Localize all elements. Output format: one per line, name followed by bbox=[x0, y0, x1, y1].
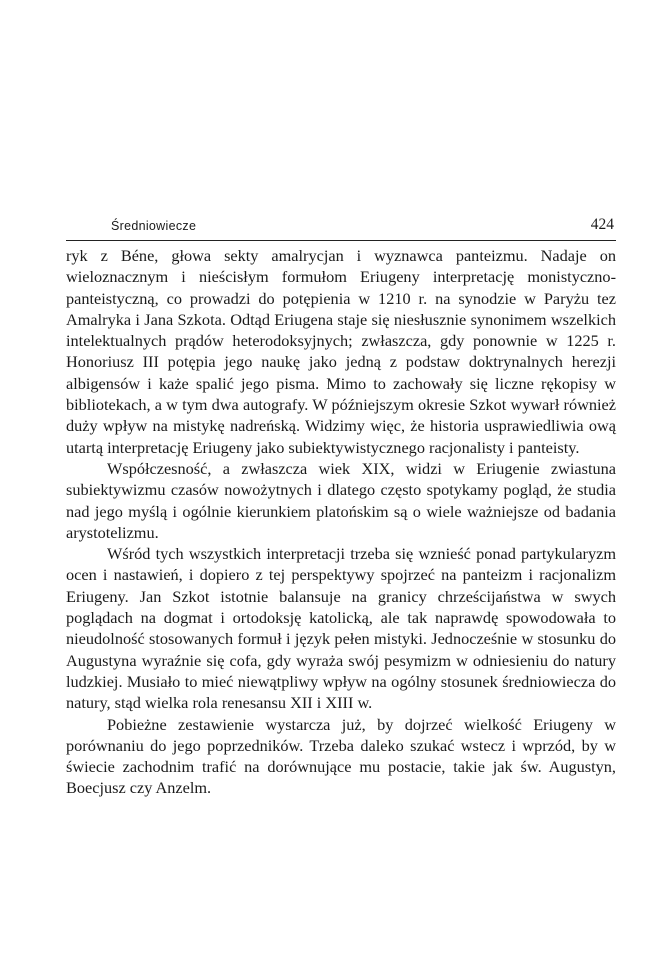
text-body bbox=[66, 245, 616, 799]
paragraph: Współczesność, a zwłaszcza wiek XIX, widzi w Eriugenie zwiastuna subiektywizmu czasów nowożytnych i dlatego często spotykamy pogląd, że studia nad jego myślą i ogólnie kierunkiem platońskim są o wiele ważniejsze od badania arystotelizmu. bbox=[66, 458, 616, 542]
paragraph: ryk z Béne, głowa sekty amalrycjan i wyznawca panteizmu. Nadaje on wieloznacznym i nieścisłym formułom Eriugeny interpretację monistyczno-panteistyczną, co prowadzi do potępienia w 1210 r. na synodzie w Paryżu tez Amalryka i Jana Szkota. Odtąd Eriugena staje się niesłusznie synonimem wszelkich intelektualnych prądów heterodoksyjnych; zwłaszcza, gdy ponownie w 1225 r. Honoriusz III potępia jego naukę jako jedną z podstaw doktrynalnych herezji albigensów i każe spalić jego pisma. Mimo to zachowały się liczne rękopisy w bibliotekach, a w tym dwa autografy. W późniejszym okresie Szkot wywarł również duży wpływ na mistykę nadreńską. Widzimy więc, że historia usprawiedliwia ową utartą interpretację Eriugeny jako subiektywistycznego racjonalisty i panteisty. bbox=[66, 246, 616, 457]
running-title: Średniowiecze bbox=[111, 219, 197, 233]
paragraph: Wśród tych wszystkich interpretacji trzeba się wznieść ponad partykularyzm ocen i nastawień, i dopiero z tej perspektywy spojrzeć na panteizm i racjonalizm Eriugeny. Jan Szkot istotnie balansuje na granicy chrześcijaństwa w swych poglądach na dogmat i ortodoksję katolicką, ale tak naprawdę spowodowała to nieudolność stosowanych formuł i język pełen mistyki. Jednocześnie w stosunku do Augustyna wyraźnie się cofa, gdy wyraża swój pesymizm w odniesieniu do natury ludzkiej. Musiało to mieć niewątpliwy wpływ na ogólny stosunek średniowiecza do natury, stąd wielka rola renesansu XII i XIII w. bbox=[66, 544, 616, 713]
paragraph: Pobieżne zestawienie wystarcza już, by dojrzeć wielkość Eriugeny w porównaniu do jego poprzedników. Trzeba daleko szukać wstecz i wprzód, by w świecie zachodnim trafić na dorównujące mu postacie, takie jak św. Augustyn, Boecjusz czy Anzelm. bbox=[66, 714, 616, 798]
page-header bbox=[66, 216, 616, 241]
page-number: 424 bbox=[590, 216, 614, 233]
